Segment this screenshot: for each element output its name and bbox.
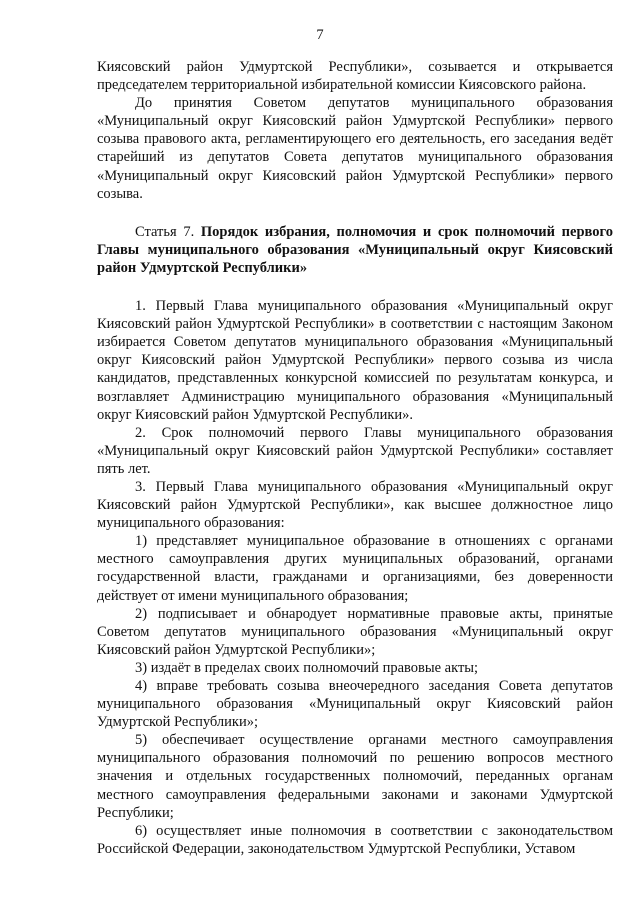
list-item: 1) представляет муниципальное образование в отношениях с органами местного самоуправления других муниципальных образований, органами государственной власти, гражданами и организациями, без доверенности действует от имени муниципального образования; — [97, 533, 613, 604]
list-item: 3) издаёт в пределах своих полномочий правовые акты; — [135, 659, 479, 676]
list-item: 5) обеспечивает осуществление органами местного самоуправления муниципального образования полномочий по решению вопросов местного значения и отдельных государственных полномочий, переданных органам местного самоуправления федеральными законами и законами Удмуртской Республики; — [97, 732, 613, 821]
article-heading — [97, 223, 613, 277]
page-number: 7 — [316, 27, 324, 43]
document-body — [97, 58, 613, 858]
article-title: Порядок избрания, полномочия и срок полномочий первого Главы муниципального образования «Муниципальный округ Киясовский район Удмуртской Республики» — [97, 223, 613, 276]
list-item: 6) осуществляет иные полномочия в соответствии с законодательством Российской Федерации, законодательством Удмуртской Республики, Уставом — [97, 822, 613, 857]
paragraph: 3. Первый Глава муниципального образования «Муниципальный округ Киясовский район Удмуртской Республики», как высшее должностное лицо муниципального образования: — [97, 478, 613, 532]
paragraph: Киясовский район Удмуртской Республики», созывается и открывается председателем территориальной избирательной комиссии Киясовского района. — [97, 59, 613, 94]
paragraph: 1. Первый Глава муниципального образования «Муниципальный округ Киясовский район Удмуртской Республики» в соответствии с настоящим Законом избирается Советом депутатов муниципального образования «Муниципальный округ Киясовский район Удмуртской Республики» первого созыва из числа кандидатов, представленных конкурсной комиссией по результатам конкурса, и возглавляет Администрацию муниципального образования «Муниципальный округ Киясовский район Удмуртской Республики». — [97, 298, 613, 423]
paragraph: До принятия Советом депутатов муниципального образования «Муниципальный округ Киясовский район Удмуртской Республики» первого созыва правового акта, регламентирующего его деятельность, его заседания ведёт старейший из депутатов Совета депутатов муниципального образования «Муниципальный округ Киясовский район Удмуртской Республики» первого созыва. — [97, 95, 613, 202]
article-prefix: Статья 7. — [135, 223, 195, 240]
list-item: 2) подписывает и обнародует нормативные правовые акты, принятые Советом депутатов муниципального образования «Муниципальный округ Киясовский район Удмуртской Республики»; — [97, 605, 613, 658]
paragraph: 2. Срок полномочий первого Главы муниципального образования «Муниципальный округ Киясовский район Удмуртской Республики» составляет пять лет. — [97, 424, 613, 477]
list-item: 4) вправе требовать созыва внеочередного заседания Совета депутатов муниципального образования «Муниципальный округ Киясовский район Удмуртской Республики»; — [97, 678, 613, 731]
